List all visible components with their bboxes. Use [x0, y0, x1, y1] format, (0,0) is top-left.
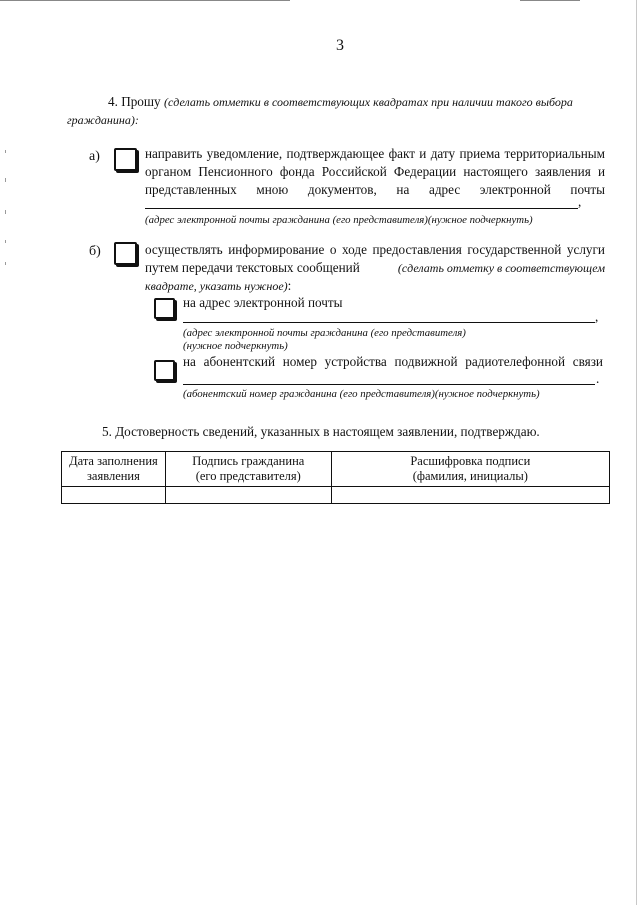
- option-a-line1: направить уведомление, подтверждающее факт и дату приема территориальным: [145, 146, 605, 161]
- header-signature-decoding: [331, 452, 609, 487]
- item4-lead: 4. Прошу: [108, 94, 161, 109]
- option-b-line2: [145, 259, 605, 277]
- option-b-email-caption: (адрес электронной почты гражданина (его представителя): [183, 327, 466, 339]
- fill-date-cell[interactable]: [62, 487, 166, 504]
- option-b-line3-colon: :: [287, 278, 292, 293]
- header-fill-date-line2: заявления: [86, 469, 140, 483]
- option-a-marker: а): [89, 149, 100, 164]
- header-signature-line2: (его представителя): [195, 469, 301, 483]
- option-b-line3: [145, 277, 291, 295]
- scan-mark: [5, 150, 6, 153]
- item5-confirmation: 5. Достоверность сведений, указанных в настоящем заявлении, подтверждаю.: [102, 424, 540, 439]
- signature-table-header-row: [62, 452, 610, 487]
- option-b-email-checkbox[interactable]: [154, 298, 175, 319]
- option-b-email-label: на адрес электронной почты: [183, 295, 343, 310]
- option-a-line-comma: ,: [578, 194, 582, 209]
- header-decoding-line1: Расшифровка подписи: [410, 454, 531, 468]
- option-b-checkbox[interactable]: [114, 242, 137, 265]
- scan-right-edge: [636, 0, 637, 905]
- item4-note: (сделать отметки в соответствующих квадратах при наличии такого выбора: [163, 95, 573, 109]
- option-b-phone-field[interactable]: [183, 384, 595, 385]
- option-a-line2: органом Пенсионного фонда Российской Федерации настоящего заявления и: [145, 164, 605, 179]
- option-b-line1: осуществлять информирование о ходе предоставления государственной услуги: [145, 242, 605, 257]
- option-a-line3: представленных мною документов, на адрес электронной почты: [145, 182, 605, 197]
- signature-decoding-cell[interactable]: [331, 487, 609, 504]
- signature-cell[interactable]: [165, 487, 331, 504]
- page-number: 3: [336, 37, 344, 54]
- option-a-email-field[interactable]: [145, 208, 578, 209]
- option-a-checkbox[interactable]: [114, 148, 137, 171]
- header-decoding-line2: (фамилия, инициалы): [412, 469, 528, 483]
- option-b-line3-note: квадрате, указать нужное): [145, 279, 288, 293]
- option-b-email-caption-note: (нужное подчеркнуть): [183, 340, 288, 352]
- scan-mark: [5, 262, 6, 265]
- option-b-phone-period: .: [596, 371, 600, 386]
- option-b-phone-checkbox[interactable]: [154, 360, 175, 381]
- header-fill-date-line1: Дата заполнения: [69, 454, 158, 468]
- option-b-line2-note: (сделать отметку в соответствующем: [397, 261, 605, 275]
- signature-table: [61, 451, 610, 504]
- option-b-phone-caption: (абонентский номер гражданина (его представителя)(нужное подчеркнуть): [183, 388, 540, 400]
- item4-heading: [108, 93, 573, 111]
- scan-edge-line: [520, 0, 580, 1]
- option-b-email-comma: ,: [595, 309, 599, 324]
- item4-note-continued: гражданина):: [67, 113, 139, 127]
- scan-mark: [5, 210, 6, 214]
- option-b-phone-label: на абонентский номер устройства подвижной радиотелефонной связи: [183, 354, 603, 369]
- option-b-line2-text: путем передачи текстовых сообщений: [145, 260, 360, 275]
- signature-table-entry-row: [62, 487, 610, 504]
- header-signature: [165, 452, 331, 487]
- option-b-email-field[interactable]: [183, 322, 595, 323]
- header-fill-date: [62, 452, 166, 487]
- scan-edge-line: [0, 0, 290, 1]
- option-b-marker: б): [89, 244, 101, 259]
- scan-mark: [5, 178, 6, 182]
- option-a-caption: (адрес электронной почты гражданина (его представителя)(нужное подчеркнуть): [145, 214, 533, 226]
- scan-mark: [5, 240, 6, 243]
- header-signature-line1: Подпись гражданина: [192, 454, 305, 468]
